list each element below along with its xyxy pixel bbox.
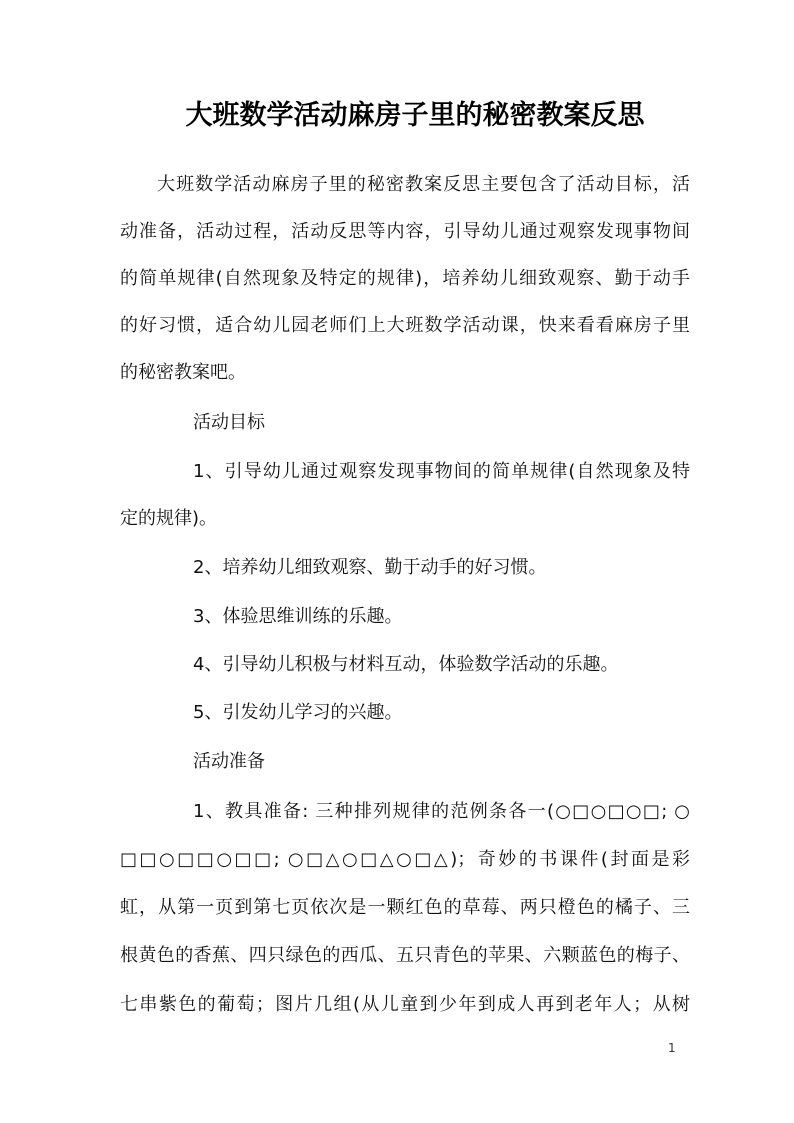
- goal-item-4: 4、引导幼儿积极与材料互动，体验数学活动的乐趣。: [193, 654, 619, 675]
- paragraph-line: 大班数学活动麻房子里的秘密教案反思主要包含了活动目标，活: [157, 174, 690, 195]
- page-number: 1: [668, 1041, 676, 1055]
- paragraph-line: 虹，从第一页到第七页依次是一颗红色的草莓、两只橙色的橘子、三: [120, 897, 690, 918]
- goal-item-3: 3、体验思维训练的乐趣。: [193, 606, 403, 627]
- document-title: 大班数学活动麻房子里的秘密教案反思: [185, 100, 645, 131]
- paragraph-line: □□○□□○□□; ○□△○□△○□△)；奇妙的书课件(封面是彩: [120, 849, 690, 870]
- goal-item-2: 2、培养幼儿细致观察、勤于动手的好习惯。: [193, 557, 547, 578]
- preparation-item-1: 1、教具准备: 三种排列规律的范例条各一(○□○□○□; ○: [193, 801, 690, 822]
- section-heading-preparation: 活动准备: [193, 751, 265, 772]
- paragraph-line: 七串紫色的葡萄；图片几组(从儿童到少年到成人再到老年人；从树: [120, 994, 690, 1015]
- paragraph-line: 的秘密教案吧。: [120, 362, 246, 383]
- paragraph-line: 的简单规律(自然现象及特定的规律)，培养幼儿细致观察、勤于动手: [120, 268, 690, 289]
- paragraph-line: 根黄色的香蕉、四只绿色的西瓜、五只青色的苹果、六颗蓝色的梅子、: [120, 945, 690, 966]
- paragraph-line: 动准备，活动过程，活动反思等内容，引导幼儿通过观察发现事物间: [120, 221, 690, 242]
- paragraph-line: 的好习惯，适合幼儿园老师们上大班数学活动课，快来看看麻房子里: [120, 315, 690, 336]
- goal-item-1-continued: 定的规律)。: [120, 508, 218, 529]
- goal-item-1: 1、引导幼儿通过观察发现事物间的简单规律(自然现象及特: [193, 461, 690, 482]
- section-heading-goals: 活动目标: [193, 412, 265, 433]
- goal-item-5: 5、引发幼儿学习的兴趣。: [193, 702, 403, 723]
